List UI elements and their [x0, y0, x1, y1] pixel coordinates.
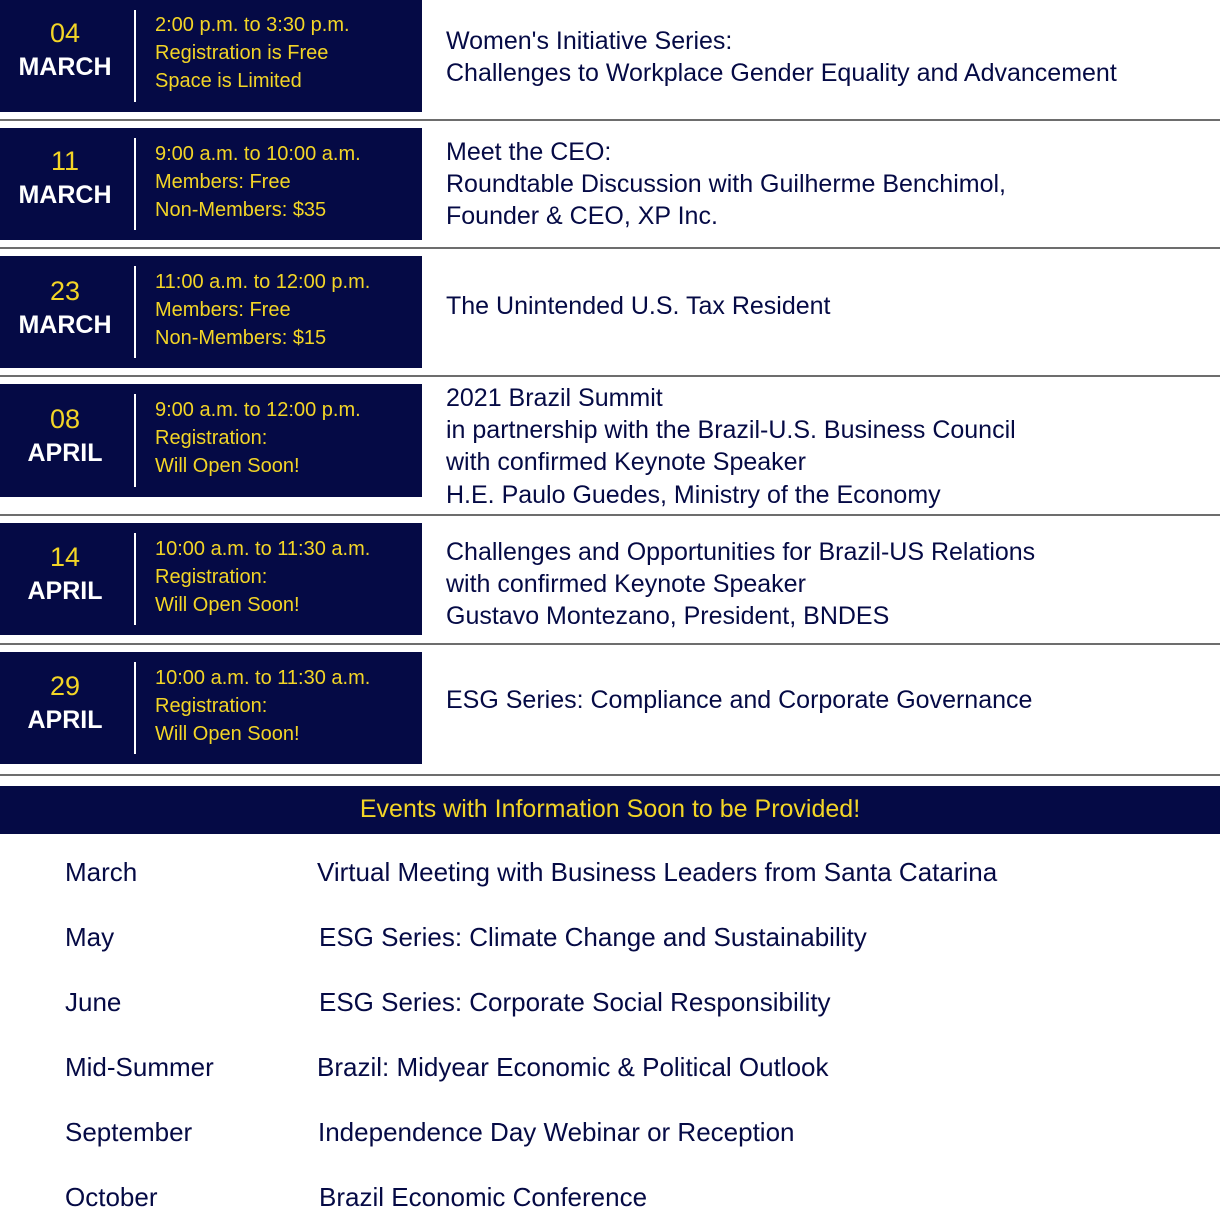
upcoming-month: Mid-Summer	[65, 1052, 214, 1082]
event-pricing: Members: Free	[155, 171, 291, 193]
event-title: Meet the CEO:	[446, 138, 612, 166]
event-pricing-detail: Non-Members: $15	[155, 327, 327, 349]
upcoming-title: ESG Series: Climate Change and Sustainability	[319, 922, 867, 952]
event-month: APRIL	[27, 577, 103, 605]
event-row	[0, 652, 1220, 772]
event-time: 9:00 a.m. to 12:00 p.m.	[155, 399, 361, 421]
event-month: MARCH	[18, 53, 112, 81]
vertical-divider	[134, 266, 136, 358]
upcoming-month: June	[65, 987, 122, 1017]
event-row	[0, 523, 1220, 643]
event-row	[0, 0, 1220, 120]
event-title: Challenges and Opportunities for Brazil-US Relations	[446, 538, 1036, 566]
row-divider	[0, 643, 1220, 645]
vertical-divider	[134, 533, 136, 625]
event-registration: Registration:	[155, 695, 268, 717]
event-title: with confirmed Keynote Speaker	[446, 570, 806, 598]
event-registration-status: Will Open Soon!	[155, 594, 300, 616]
event-time: 10:00 a.m. to 11:30 a.m.	[155, 538, 371, 560]
event-title: Challenges to Workplace Gender Equality and Advancement	[446, 59, 1117, 87]
event-title: with confirmed Keynote Speaker	[446, 448, 806, 476]
event-pricing: Members: Free	[155, 299, 291, 321]
event-registration: Registration:	[155, 427, 268, 449]
event-row	[0, 384, 1220, 514]
event-date-box	[0, 652, 422, 764]
event-pricing-detail: Space is Limited	[155, 70, 302, 92]
event-day: 14	[49, 542, 81, 572]
row-divider	[0, 247, 1220, 249]
event-date-box	[0, 256, 422, 368]
event-title: in partnership with the Brazil-U.S. Business Council	[446, 416, 1016, 444]
event-day: 04	[49, 18, 81, 48]
upcoming-month: May	[65, 922, 115, 952]
event-title: Founder & CEO, XP Inc.	[446, 202, 718, 230]
event-title: Women's Initiative Series:	[446, 27, 733, 55]
upcoming-title: Brazil Economic Conference	[319, 1182, 648, 1212]
event-date-box	[0, 384, 422, 497]
event-day: 23	[49, 276, 81, 306]
vertical-divider	[134, 10, 136, 102]
event-day: 29	[49, 671, 81, 701]
event-month: MARCH	[18, 311, 112, 339]
event-title: ESG Series: Compliance and Corporate Governance	[446, 686, 1033, 714]
event-date-box	[0, 128, 422, 240]
row-divider	[0, 774, 1220, 776]
upcoming-title: Virtual Meeting with Business Leaders from Santa Catarina	[317, 857, 998, 887]
row-divider	[0, 375, 1220, 377]
event-row	[0, 256, 1220, 376]
event-date-box	[0, 0, 422, 112]
upcoming-month: March	[65, 857, 138, 887]
vertical-divider	[134, 394, 136, 487]
vertical-divider	[134, 138, 136, 230]
vertical-divider	[134, 662, 136, 754]
event-month: APRIL	[27, 439, 103, 467]
event-title: Roundtable Discussion with Guilherme Benchimol,	[446, 170, 1006, 198]
event-day: 08	[49, 404, 81, 434]
event-title: H.E. Paulo Guedes, Ministry of the Economy	[446, 481, 941, 509]
event-pricing-detail: Non-Members: $35	[155, 199, 327, 221]
event-title: 2021 Brazil Summit	[446, 384, 663, 412]
upcoming-title: Brazil: Midyear Economic & Political Outlook	[317, 1052, 829, 1082]
event-month: APRIL	[27, 706, 103, 734]
event-registration-status: Will Open Soon!	[155, 723, 300, 745]
event-time: 9:00 a.m. to 10:00 a.m.	[155, 143, 361, 165]
event-day: 11	[50, 146, 80, 176]
upcoming-month: September	[65, 1117, 193, 1147]
row-divider	[0, 514, 1220, 516]
event-date-box	[0, 523, 422, 635]
event-pricing: Registration is Free	[155, 42, 329, 64]
event-registration-status: Will Open Soon!	[155, 455, 300, 477]
upcoming-month: October	[65, 1182, 158, 1212]
event-title: Gustavo Montezano, President, BNDES	[446, 602, 890, 630]
row-divider	[0, 119, 1220, 121]
upcoming-title: Independence Day Webinar or Reception	[318, 1117, 795, 1147]
event-registration: Registration:	[155, 566, 268, 588]
event-month: MARCH	[18, 181, 112, 209]
event-row	[0, 128, 1220, 248]
event-title: The Unintended U.S. Tax Resident	[446, 292, 831, 320]
upcoming-title: ESG Series: Corporate Social Responsibility	[319, 987, 831, 1017]
upcoming-events-banner: Events with Information Soon to be Provided!	[0, 786, 1220, 834]
event-time: 2:00 p.m. to 3:30 p.m.	[155, 14, 350, 36]
event-time: 10:00 a.m. to 11:30 a.m.	[155, 667, 371, 689]
event-time: 11:00 a.m. to 12:00 p.m.	[155, 271, 371, 293]
